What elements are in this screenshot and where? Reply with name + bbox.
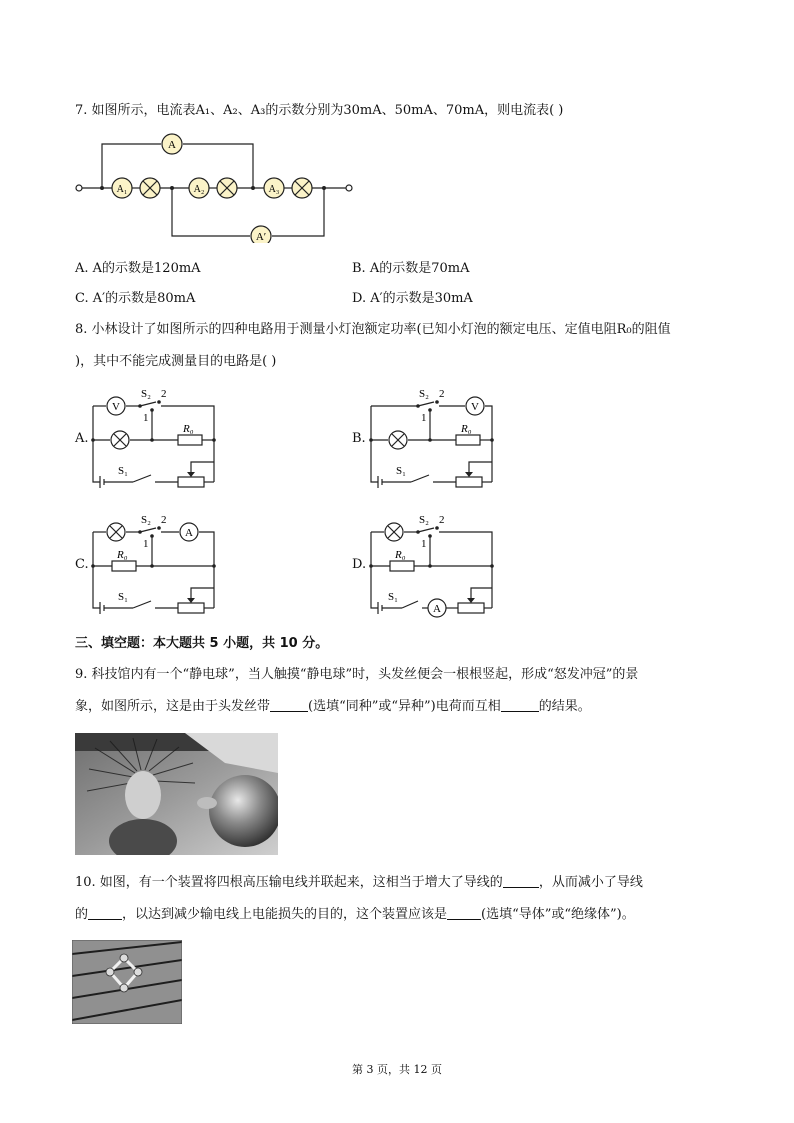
q7-option-c[interactable]: C. A′的示数是80mA: [75, 291, 196, 306]
q8-option-c-label[interactable]: C.: [75, 557, 89, 572]
svg-text:A₂: A₂: [193, 184, 205, 195]
svg-text:1: 1: [421, 412, 427, 424]
q8-circuit-c[interactable]: [88, 510, 228, 622]
svg-text:2: 2: [161, 388, 167, 400]
svg-text:1: 1: [421, 538, 427, 550]
q10-blank-1[interactable]: [503, 873, 539, 888]
svg-text:S₂: S₂: [141, 388, 151, 400]
static-ball-photo-illustration: [75, 733, 278, 855]
q8-circuit-d[interactable]: [366, 510, 506, 622]
q7-circuit-diagram: [70, 128, 360, 243]
svg-text:V: V: [112, 401, 120, 413]
q8-option-a-label[interactable]: A.: [75, 431, 89, 446]
svg-text:R₀: R₀: [395, 549, 406, 561]
right-terminal: [346, 185, 352, 191]
svg-text:A: A: [433, 603, 441, 615]
q9-line2: 象，如图所示，这是由于头发丝带 (选填“同种”或“异种”)电荷而互相 的结果。: [75, 699, 591, 714]
q10-line2: 的 ，以达到减少输电线上电能损失的目的，这个装置应该是 (选填“导体”或“绝缘体”)。: [75, 907, 635, 922]
ammeter-a3: [264, 178, 284, 198]
svg-text:V: V: [471, 401, 479, 413]
svg-text:R₀: R₀: [117, 549, 128, 561]
svg-text:A′: A′: [255, 231, 267, 243]
q7-option-d[interactable]: D. A′的示数是30mA: [352, 291, 473, 306]
svg-text:A: A: [185, 527, 193, 539]
q9-blank-2[interactable]: [501, 697, 539, 712]
svg-text:2: 2: [161, 514, 167, 526]
svg-text:2: 2: [439, 388, 445, 400]
ammeter-a1: [112, 178, 132, 198]
q9-line1: 9. 科技馆内有一个“静电球”，当人触摸“静电球”时，头发丝便会一根根竖起，形成“怒发冲冠”的景: [75, 667, 639, 682]
svg-text:S₂: S₂: [419, 514, 429, 526]
static-ball-photo: [75, 733, 278, 855]
svg-text:2: 2: [439, 514, 445, 526]
lamp-1: [140, 178, 160, 198]
ammeter-a-top: [162, 134, 182, 154]
svg-text:R₀: R₀: [183, 423, 194, 435]
q7-option-a[interactable]: A. A的示数是120mA: [75, 261, 201, 276]
q10-blank-2[interactable]: [88, 905, 122, 920]
svg-text:A₁: A₁: [116, 184, 128, 195]
svg-text:S₁: S₁: [118, 591, 128, 603]
q7-stem: 7. 如图所示，电流表A₁、A₂、A₃的示数分别为30mA、50mA、70mA，则电流表( ): [75, 103, 564, 118]
ammeter-a2: [189, 178, 209, 198]
ammeter-a-prime: [251, 226, 271, 243]
lamp-2: [217, 178, 237, 198]
svg-text:R₀: R₀: [461, 423, 472, 435]
q8-stem-line2: )，其中不能完成测量目的电路是( ): [75, 354, 277, 369]
q8-option-b-label[interactable]: B.: [352, 431, 366, 446]
q7-option-b[interactable]: B. A的示数是70mA: [352, 261, 470, 276]
q8-option-d-label[interactable]: D.: [352, 557, 367, 572]
q10-line1: 10. 如图，有一个装置将四根高压输电线并联起来，这相当于增大了导线的 ，从而减小了导线: [75, 875, 643, 890]
power-line-spacer-illustration: [72, 940, 182, 1024]
svg-text:A: A: [168, 139, 176, 151]
svg-text:S₂: S₂: [141, 514, 151, 526]
svg-text:S₁: S₁: [118, 465, 128, 477]
page-footer: 第 3 页，共 12 页: [352, 1063, 442, 1076]
lamp-3: [292, 178, 312, 198]
q8-stem-line1: 8. 小林设计了如图所示的四种电路用于测量小灯泡额定功率(已知小灯泡的额定电压、定值电阻R₀的阻值: [75, 322, 671, 337]
q10-blank-3[interactable]: [447, 905, 481, 920]
svg-text:S₂: S₂: [419, 388, 429, 400]
svg-text:A₃: A₃: [268, 184, 280, 195]
left-terminal: [76, 185, 82, 191]
power-line-spacer-photo: [72, 940, 182, 1024]
svg-text:1: 1: [143, 412, 149, 424]
section-3-heading: 三、填空题：本大题共 5 小题，共 10 分。: [75, 636, 329, 651]
q8-circuit-a[interactable]: [88, 384, 228, 496]
svg-text:S₁: S₁: [388, 591, 398, 603]
q8-circuit-b[interactable]: [366, 384, 506, 496]
svg-text:1: 1: [143, 538, 149, 550]
q9-blank-1[interactable]: [270, 697, 308, 712]
svg-text:S₁: S₁: [396, 465, 406, 477]
